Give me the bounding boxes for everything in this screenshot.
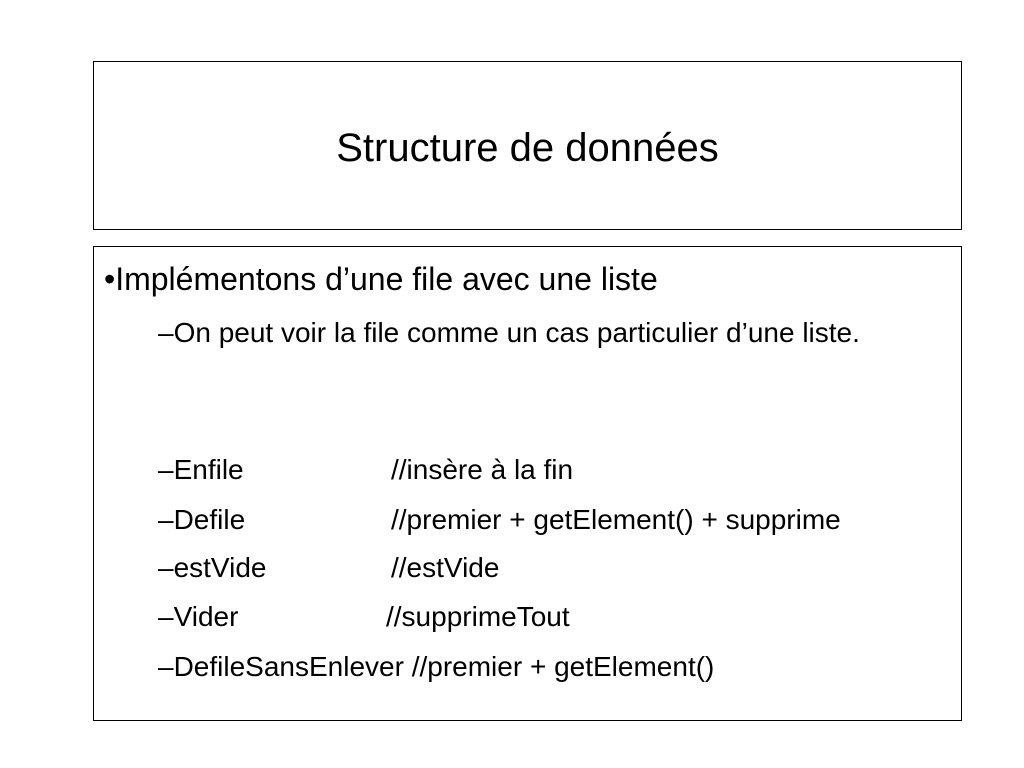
slide-body-box: [93, 246, 962, 721]
operation-row-enfile: [158, 450, 574, 490]
operation-name: –estVide: [158, 552, 267, 583]
operation-name: –DefileSansEnlever: [158, 651, 404, 682]
operation-comment: //premier + getElement() + supprime: [391, 504, 841, 535]
operation-name: –Defile: [158, 504, 246, 535]
main-bullet: •Implémentons d’une file avec une liste: [104, 261, 658, 297]
operation-row-defilesansenlever: [158, 647, 714, 687]
operation-row-vider: [158, 597, 570, 637]
slide-title-box: [93, 61, 962, 230]
operation-name: –Vider: [158, 601, 239, 632]
operation-name: –Enfile: [158, 454, 244, 485]
operation-row-estvide: [158, 548, 500, 588]
slide-title: Structure de données: [336, 125, 719, 170]
operation-comment: //supprimeTout: [386, 601, 570, 632]
operation-comment: //insère à la fin: [391, 454, 574, 485]
operation-row-defile: [158, 500, 841, 540]
sub-paragraph: –On peut voir la file comme un cas particulier d’une liste.: [158, 317, 860, 348]
operation-comment: //estVide: [391, 552, 500, 583]
operation-comment: //premier + getElement(): [411, 651, 715, 682]
